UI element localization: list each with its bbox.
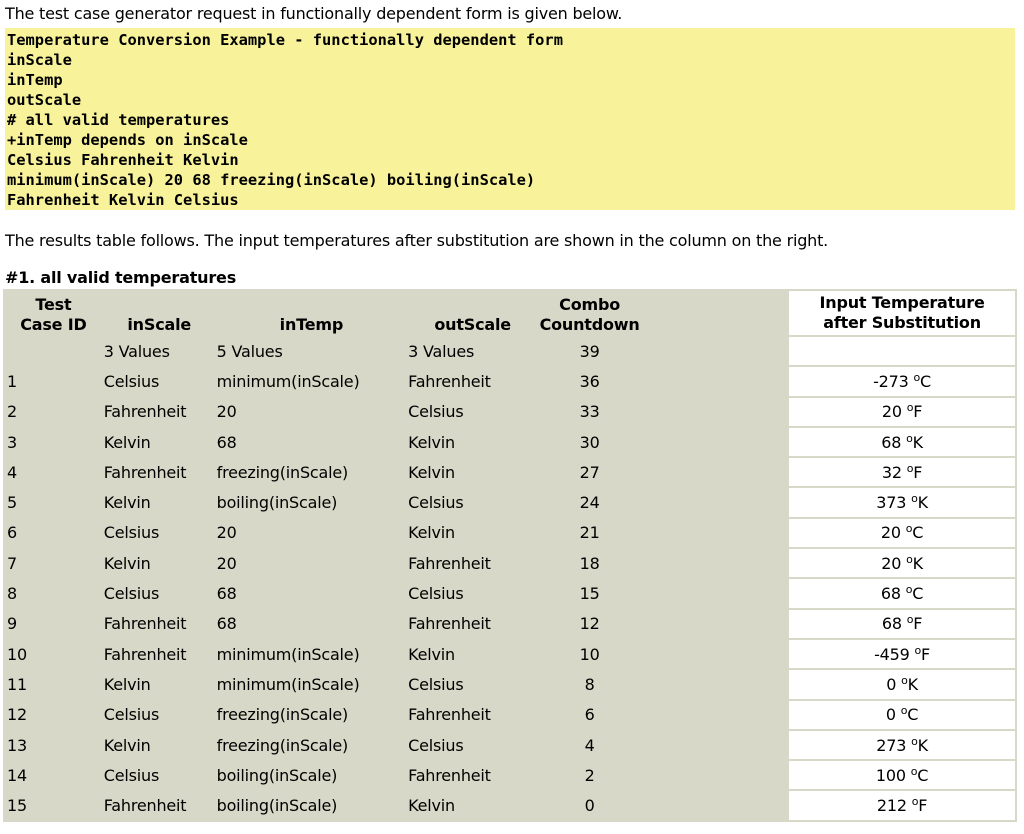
summary-out-scale: 3 Values (408, 341, 475, 361)
cell-test-case-id: 11 (7, 674, 27, 694)
cell-spacer (642, 488, 787, 516)
cell-test-case-id: 12 (7, 705, 27, 725)
summary-spacer (642, 337, 787, 365)
table-row (5, 579, 1015, 607)
substituted-value: 68 (881, 614, 902, 634)
results-table (3, 289, 1017, 822)
cell-combo-countdown: 8 (584, 674, 595, 694)
cell-substitution (789, 610, 1015, 638)
code-block: Temperature Conversion Example - functionally dependent form inScale inTemp outScale # all valid temperatures +inTemp depends on inScale Celsius Fahrenheit Kelvin minimum(inScale) 20 68 freezing(inScale) boiling(inScale) Fahrenheit Kelvin Celsius (5, 28, 1015, 210)
header-test-case-id (5, 291, 102, 335)
cell-in-scale: Celsius (103, 584, 160, 604)
cell-substitution (789, 428, 1015, 456)
cell-combo-countdown: 10 (579, 644, 600, 664)
summary-substitution (789, 337, 1015, 365)
cell-spacer (642, 731, 787, 759)
header-spacer (642, 291, 787, 335)
cell-spacer (642, 670, 787, 698)
table-row (5, 731, 1015, 759)
cell-in-temp: freezing(inScale) (216, 735, 349, 755)
cell-in-temp: 68 (216, 584, 237, 604)
degree-marker: o (911, 734, 918, 748)
cell-in-temp: 68 (216, 614, 237, 634)
cell-in-scale: Fahrenheit (103, 402, 187, 422)
cell-combo-countdown: 18 (579, 553, 600, 573)
cell-in-scale: Celsius (103, 523, 160, 543)
degree-marker: o (911, 492, 918, 506)
table-row (5, 640, 1015, 668)
cell-in-scale: Kelvin (103, 674, 151, 694)
cell-in-scale: Celsius (103, 705, 160, 725)
cell-test-case-id: 2 (7, 402, 17, 422)
temperature-unit: F (913, 462, 923, 482)
degree-marker: o (906, 461, 914, 475)
degree-marker: o (900, 704, 908, 718)
header-substitution (789, 291, 1015, 335)
summary-row (5, 337, 1015, 365)
cell-substitution (789, 761, 1015, 789)
intro-text: The test case generator request in functionally dependent form is given below. (5, 4, 623, 23)
cell-spacer (642, 791, 787, 819)
header-combo-line2: Countdown (539, 315, 640, 334)
substituted-value: 273 (876, 735, 907, 755)
cell-out-scale: Kelvin (408, 644, 455, 664)
summary-in-scale: 3 Values (103, 341, 170, 361)
substituted-value: 68 (881, 432, 902, 452)
summary-id-cell (5, 337, 102, 365)
cell-in-temp: 20 (216, 402, 237, 422)
temperature-unit: K (907, 674, 918, 694)
header-test-case-line1: Test (35, 295, 72, 314)
cell-in-scale: Kelvin (103, 735, 151, 755)
cell-in-scale: Fahrenheit (103, 644, 187, 664)
header-row (5, 291, 1015, 335)
cell-substitution (789, 701, 1015, 729)
cell-test-case-id: 5 (7, 493, 17, 513)
cell-spacer (642, 519, 787, 547)
cell-out-scale: Fahrenheit (408, 371, 491, 391)
cell-substitution (789, 519, 1015, 547)
temperature-unit: K (912, 432, 923, 452)
cell-combo-countdown: 30 (579, 432, 600, 452)
section-title: #1. all valid temperatures (5, 268, 237, 287)
cell-test-case-id: 3 (7, 432, 17, 452)
cell-spacer (642, 458, 787, 486)
cell-combo-countdown: 0 (584, 796, 595, 816)
cell-test-case-id: 13 (7, 735, 27, 755)
table-row (5, 519, 1015, 547)
temperature-unit: C (917, 765, 929, 785)
cell-out-scale: Fahrenheit (408, 765, 491, 785)
temperature-unit: C (907, 705, 919, 725)
cell-substitution (789, 488, 1015, 516)
cell-spacer (642, 579, 787, 607)
cell-substitution (789, 458, 1015, 486)
header-in-temp: inTemp (279, 315, 344, 334)
temperature-unit: C (920, 371, 932, 391)
cell-combo-countdown: 12 (579, 614, 600, 634)
header-out-scale: outScale (434, 315, 511, 334)
header-combo-line1: Combo (559, 295, 621, 314)
header-combo-countdown (539, 291, 640, 335)
cell-in-temp: 68 (216, 432, 237, 452)
cell-combo-countdown: 27 (579, 462, 600, 482)
cell-test-case-id: 14 (7, 765, 27, 785)
temperature-unit: F (921, 644, 931, 664)
substituted-value: 20 (881, 553, 902, 573)
cell-combo-countdown: 2 (584, 765, 595, 785)
cell-in-scale: Celsius (103, 765, 160, 785)
cell-in-scale: Fahrenheit (103, 796, 187, 816)
substituted-value: 32 (881, 462, 902, 482)
degree-marker: o (910, 764, 918, 778)
summary-combo: 39 (579, 341, 600, 361)
table-row (5, 701, 1015, 729)
cell-test-case-id: 10 (7, 644, 27, 664)
table-row (5, 488, 1015, 516)
cell-in-scale: Kelvin (103, 553, 151, 573)
cell-spacer (642, 549, 787, 577)
substituted-value: 20 (881, 402, 902, 422)
substituted-value: 100 (875, 765, 906, 785)
cell-in-temp: boiling(inScale) (216, 765, 338, 785)
cell-out-scale: Celsius (408, 674, 464, 694)
cell-spacer (642, 398, 787, 426)
table-row (5, 549, 1015, 577)
cell-in-temp: 20 (216, 523, 237, 543)
cell-in-scale: Fahrenheit (103, 614, 187, 634)
cell-spacer (642, 428, 787, 456)
degree-marker: o (913, 370, 921, 384)
header-in-scale: inScale (127, 315, 192, 334)
cell-in-temp: minimum(inScale) (216, 674, 360, 694)
substituted-value: -273 (873, 371, 909, 391)
table-row (5, 670, 1015, 698)
cell-spacer (642, 761, 787, 789)
cell-in-temp: freezing(inScale) (216, 705, 349, 725)
degree-marker: o (914, 643, 922, 657)
cell-out-scale: Kelvin (408, 796, 455, 816)
table-row (5, 610, 1015, 638)
temperature-unit: C (912, 523, 924, 543)
cell-test-case-id: 9 (7, 614, 17, 634)
cell-in-temp: 20 (216, 553, 237, 573)
table-row (5, 367, 1015, 395)
cell-out-scale: Celsius (408, 584, 464, 604)
degree-marker: o (911, 795, 919, 809)
cell-combo-countdown: 36 (579, 371, 600, 391)
cell-out-scale: Fahrenheit (408, 553, 491, 573)
degree-marker: o (906, 613, 914, 627)
temperature-unit: C (912, 584, 924, 604)
temperature-unit: F (913, 614, 923, 634)
cell-out-scale: Celsius (408, 402, 464, 422)
cell-in-scale: Fahrenheit (103, 462, 187, 482)
degree-marker: o (905, 583, 913, 597)
cell-out-scale: Kelvin (408, 432, 455, 452)
header-substitution-line2: after Substitution (823, 313, 981, 332)
cell-out-scale: Fahrenheit (408, 614, 491, 634)
summary-in-temp: 5 Values (216, 341, 283, 361)
cell-combo-countdown: 4 (584, 735, 595, 755)
degree-marker: o (906, 401, 914, 415)
results-intro-text: The results table follows. The input temperatures after substitution are shown in the column on the right. (5, 231, 829, 250)
header-test-case-line2: Case ID (20, 315, 87, 334)
cell-test-case-id: 7 (7, 553, 17, 573)
cell-substitution (789, 731, 1015, 759)
cell-spacer (642, 701, 787, 729)
table-row (5, 761, 1015, 789)
cell-test-case-id: 8 (7, 584, 17, 604)
temperature-unit: F (913, 402, 923, 422)
table-row (5, 398, 1015, 426)
degree-marker: o (906, 431, 913, 445)
substituted-value: -459 (874, 644, 910, 664)
temperature-unit: K (912, 553, 923, 573)
cell-substitution (789, 670, 1015, 698)
temperature-unit: K (917, 493, 928, 513)
temperature-unit: F (918, 796, 928, 816)
cell-combo-countdown: 6 (584, 705, 595, 725)
cell-combo-countdown: 33 (579, 402, 600, 422)
temperature-unit: K (917, 735, 928, 755)
cell-substitution (789, 791, 1015, 819)
substituted-value: 373 (876, 493, 907, 513)
cell-in-temp: minimum(inScale) (216, 371, 360, 391)
cell-out-scale: Kelvin (408, 523, 455, 543)
cell-in-temp: minimum(inScale) (216, 644, 360, 664)
cell-in-temp: boiling(inScale) (216, 796, 338, 816)
cell-combo-countdown: 15 (579, 584, 600, 604)
substituted-value: 68 (880, 584, 901, 604)
cell-spacer (642, 640, 787, 668)
cell-spacer (642, 610, 787, 638)
cell-test-case-id: 15 (7, 796, 27, 816)
substituted-value: 20 (880, 523, 901, 543)
substituted-value: 212 (876, 796, 907, 816)
substituted-value: 0 (885, 705, 896, 725)
cell-test-case-id: 1 (7, 371, 17, 391)
cell-in-scale: Celsius (103, 371, 160, 391)
cell-out-scale: Fahrenheit (408, 705, 491, 725)
table-row (5, 458, 1015, 486)
degree-marker: o (906, 552, 913, 566)
cell-spacer (642, 367, 787, 395)
cell-substitution (789, 549, 1015, 577)
cell-in-scale: Kelvin (103, 493, 151, 513)
cell-in-scale: Kelvin (103, 432, 151, 452)
cell-combo-countdown: 24 (579, 493, 600, 513)
substituted-value: 0 (886, 674, 897, 694)
degree-marker: o (901, 673, 908, 687)
table-row (5, 791, 1015, 819)
cell-substitution (789, 398, 1015, 426)
cell-combo-countdown: 21 (579, 523, 600, 543)
cell-out-scale: Kelvin (408, 462, 455, 482)
degree-marker: o (905, 522, 913, 536)
cell-out-scale: Celsius (408, 735, 464, 755)
cell-substitution (789, 367, 1015, 395)
cell-out-scale: Celsius (408, 493, 464, 513)
cell-substitution (789, 640, 1015, 668)
cell-test-case-id: 6 (7, 523, 17, 543)
cell-substitution (789, 579, 1015, 607)
header-substitution-line1: Input Temperature (819, 293, 985, 312)
cell-in-temp: boiling(inScale) (216, 493, 338, 513)
cell-in-temp: freezing(inScale) (216, 462, 349, 482)
cell-test-case-id: 4 (7, 462, 17, 482)
table-row (5, 428, 1015, 456)
